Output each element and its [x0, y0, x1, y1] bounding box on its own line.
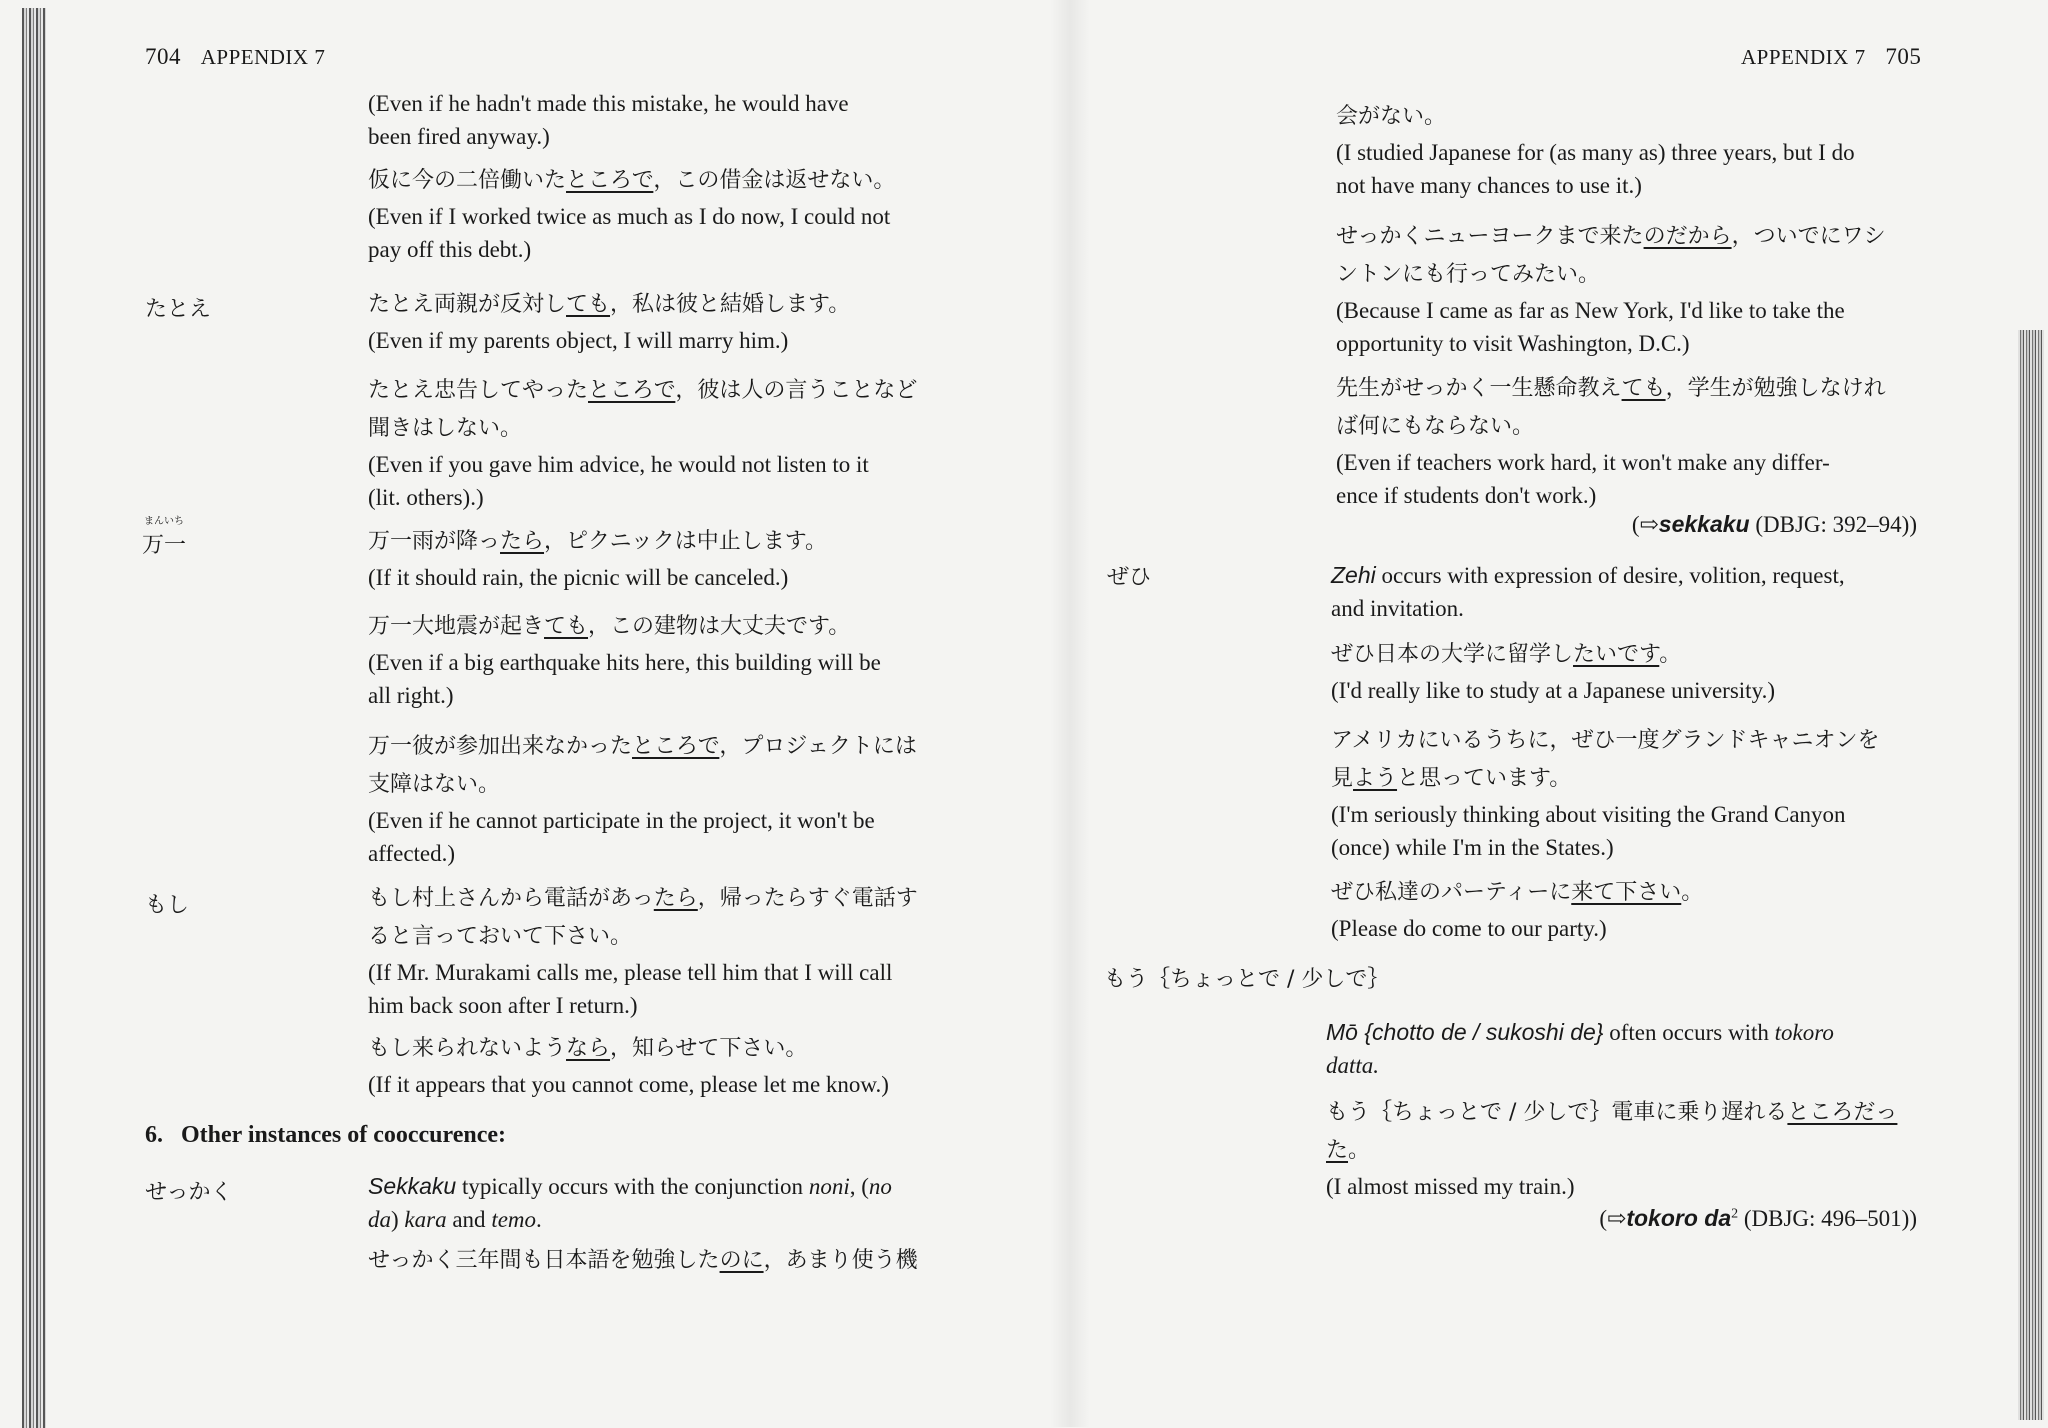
example-block: 万一彼が参加出来なかったところで，プロジェクトには 支障はない。 (Even if he cannot participate in the project, it won't be affected.) [368, 728, 917, 870]
mou-description: Mō {chotto de / sukoshi de} often occurs with tokoro datta. [1326, 1019, 1834, 1078]
term-moshi: もし [145, 893, 190, 918]
zehi-description: Zehi occurs with expression of desire, volition, request, and invitation. [1331, 562, 1845, 621]
example-block: せっかくニューヨークまで来たのだから，ついでにワシ ントンにも行ってみたい。 (Because I came as far as New York, I'd like to take the opportunity to visit Washington, D.C.) [1336, 218, 1886, 360]
right-page-edge [2018, 330, 2044, 1420]
example-block: ぜひ日本の大学に留学したいです。 (I'd really like to study at a Japanese university.) [1331, 636, 1775, 707]
cross-reference-tokoro-da: (⇨tokoro $da^2$ (DBJG: 496–501)) [1599, 1205, 1917, 1231]
term-sekkaku: せっかく [145, 1180, 233, 1205]
section-heading: 6. Other instances of cooccurence: [145, 1122, 507, 1148]
example-block: (Even if he hadn't made this mistake, he would have been fired anyway.) [368, 91, 849, 149]
japanese-sentence: 仮に今の二倍働いたところで，この借金は返せない。 [368, 168, 896, 193]
japanese-sentence: もし村上さんから電話があったら，帰ったらすぐ電話す [368, 886, 918, 911]
example-block: 会がない。 (I studied Japanese for (as many as) three years, but I do not have many chances to use it.) [1336, 104, 1855, 198]
right-running-title: APPENDIX 7 [1741, 45, 1866, 69]
book-gutter [1050, 0, 1090, 1427]
left-page-number: 704 [145, 44, 181, 69]
japanese-sentence: たとえ両親が反対しても，私は彼と結婚します。 [368, 292, 851, 317]
japanese-sentence: ぜひ私達のパーティーに来て下さい。 [1331, 880, 1704, 905]
example-block: 万一雨が降ったら，ピクニックは中止します。 (If it should rain, the picnic will be canceled.) [368, 523, 827, 594]
cross-reference-sekkaku: (⇨sekkaku (DBJG: 392–94)) [1631, 511, 1917, 537]
japanese-sentence: 万一大地震が起きても，この建物は大丈夫です。 [368, 614, 851, 639]
left-running-title: APPENDIX 7 [200, 45, 326, 69]
japanese-sentence: せっかく三年間も日本語を勉強したのに，あまり使う機 [368, 1248, 918, 1273]
example-block: もう｛ちょっとで / 少しで｝電車に乗り遅れるところだっ た。 (I almost missed my train.) [1326, 1094, 1897, 1203]
japanese-sentence: せっかくニューヨークまで来たのだから，ついでにワシ [1336, 224, 1886, 249]
japanese-sentence: 先生がせっかく一生懸命教えても，学生が勉強しなけれ [1336, 376, 1886, 401]
example-block: もし村上さんから電話があったら，帰ったらすぐ電話す ると言っておいて下さい。 (If Mr. Murakami calls me, please tell him that I will call him back soon after I return.) [368, 880, 918, 1022]
example-block: たとえ忠告してやったところで，彼は人の言うことなど 聞きはしない。 (Even if you gave him advice, he would not listen to it (lit. others).) [368, 372, 917, 514]
example-block: たとえ両親が反対しても，私は彼と結婚します。 (Even if my parents object, I will marry him.) [368, 286, 850, 357]
example-block: 仮に今の二倍働いたところで，この借金は返せない。 (Even if I worked twice as much as I do now, I could not pay off this debt.) [368, 162, 895, 266]
japanese-sentence: もし来られないようなら，知らせて下さい。 [368, 1036, 808, 1061]
sekkaku-description: Sekkaku typically occurs with the conjunction noni, (no da) kara and temo. せっかく三年間も日本語を勉強したのに，あまり使う機 [368, 1170, 918, 1280]
term-manichi: まんいち 万一 [142, 516, 187, 558]
japanese-sentence: もう｛ちょっとで / 少しで｝電車に乗り遅れるところだっ [1326, 1100, 1898, 1125]
term-zehi: ぜひ [1107, 565, 1152, 590]
example-block: ぜひ私達のパーティーに来て下さい。 (Please do come to our party.) [1331, 874, 1703, 945]
right-page-number: 705 [1885, 44, 1922, 69]
example-block: 万一大地震が起きても，この建物は大丈夫です。 (Even if a big earthquake hits here, this building will be all right.) [368, 608, 881, 712]
term-tatoe: たとえ [145, 297, 212, 322]
left-running-head [145, 44, 325, 70]
japanese-sentence: 万一雨が降ったら，ピクニックは中止します。 [368, 529, 827, 554]
japanese-sentence: たとえ忠告してやったところで，彼は人の言うことなど [368, 378, 918, 403]
example-block: 先生がせっかく一生懸命教えても，学生が勉強しなけれ ば何にもならない。 (Even if teachers work hard, it won't make any differ- ence if students don't work.) [1336, 370, 1886, 512]
right-running-head [1741, 44, 1921, 70]
japanese-sentence: 見ようと思っています。 [1331, 766, 1572, 791]
example-block: もし来られないようなら，知らせて下さい。 (If it appears that you cannot come, please let me know.) [368, 1030, 889, 1101]
japanese-sentence: ぜひ日本の大学に留学したいです。 [1331, 642, 1682, 667]
term-mou: もう｛ちょっとで / 少しで｝ [1104, 967, 1390, 992]
example-block: アメリカにいるうちに，ぜひ一度グランドキャニオンを 見ようと思っています。 (I'm seriously thinking about visiting the Grand Canyon (once) while I'm in the States.) [1331, 728, 1880, 860]
japanese-sentence: 万一彼が参加出来なかったところで，プロジェクトには [368, 734, 917, 759]
left-page-edge [22, 8, 46, 1428]
